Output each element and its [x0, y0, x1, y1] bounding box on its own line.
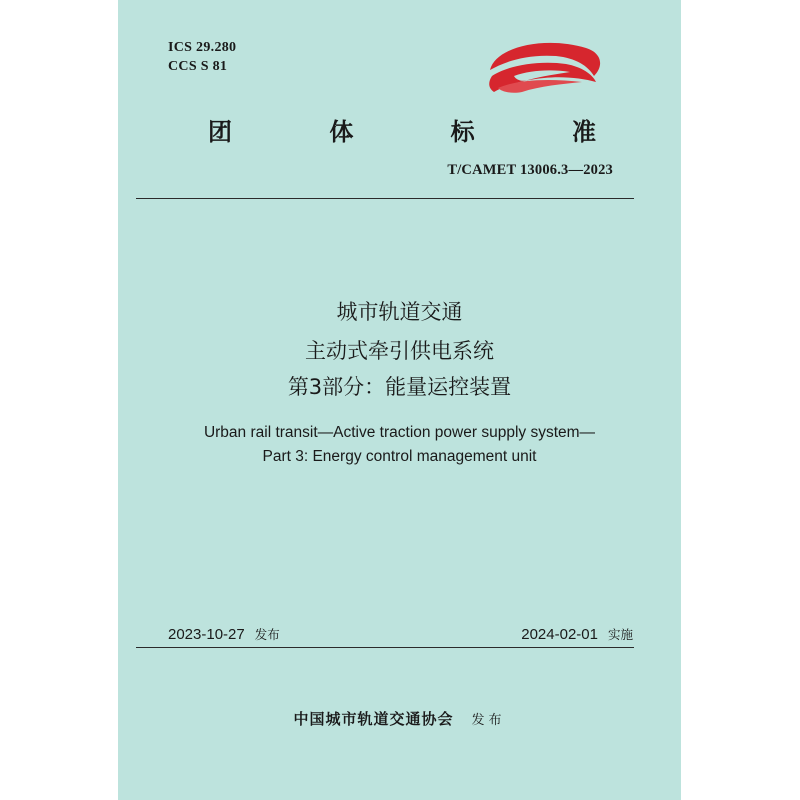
footer-divider	[136, 647, 634, 648]
title-zh-line-3: 第3部分：能量运控装置	[287, 375, 512, 399]
title-en-line-2: Part 3: Energy control management unit	[262, 448, 537, 465]
implement-date-block	[521, 625, 633, 643]
issue-date-block	[168, 625, 280, 643]
title-en-line-1: Urban rail transit—Active traction power supply system—	[203, 424, 596, 441]
std-type-char: 准	[571, 117, 596, 146]
header-divider	[136, 198, 634, 199]
issue-date: 2023-10-27	[168, 626, 245, 643]
publisher-action: 发布	[471, 713, 506, 728]
classification-codes	[168, 38, 236, 76]
ccs-code: CCS S 81	[168, 59, 228, 74]
std-type-char: 体	[329, 117, 354, 146]
title-zh-line-1: 城市轨道交通	[336, 300, 463, 324]
implement-label: 实施	[607, 627, 633, 642]
issue-label: 发布	[254, 627, 280, 642]
title-zh-line-2: 主动式牵引供电系统	[305, 339, 494, 363]
publisher-line	[118, 708, 681, 729]
camet-logo-icon	[486, 36, 606, 96]
publisher-name: 中国城市轨道交通协会	[293, 710, 454, 728]
standard-type-title	[208, 112, 596, 147]
standard-cover	[118, 0, 681, 800]
standard-code: T/CAMET 13006.3—2023	[447, 162, 613, 178]
std-type-char: 团	[208, 117, 232, 146]
std-type-char: 标	[450, 117, 475, 146]
implement-date: 2024-02-01	[521, 626, 598, 643]
ics-code: ICS 29.280	[168, 40, 237, 55]
